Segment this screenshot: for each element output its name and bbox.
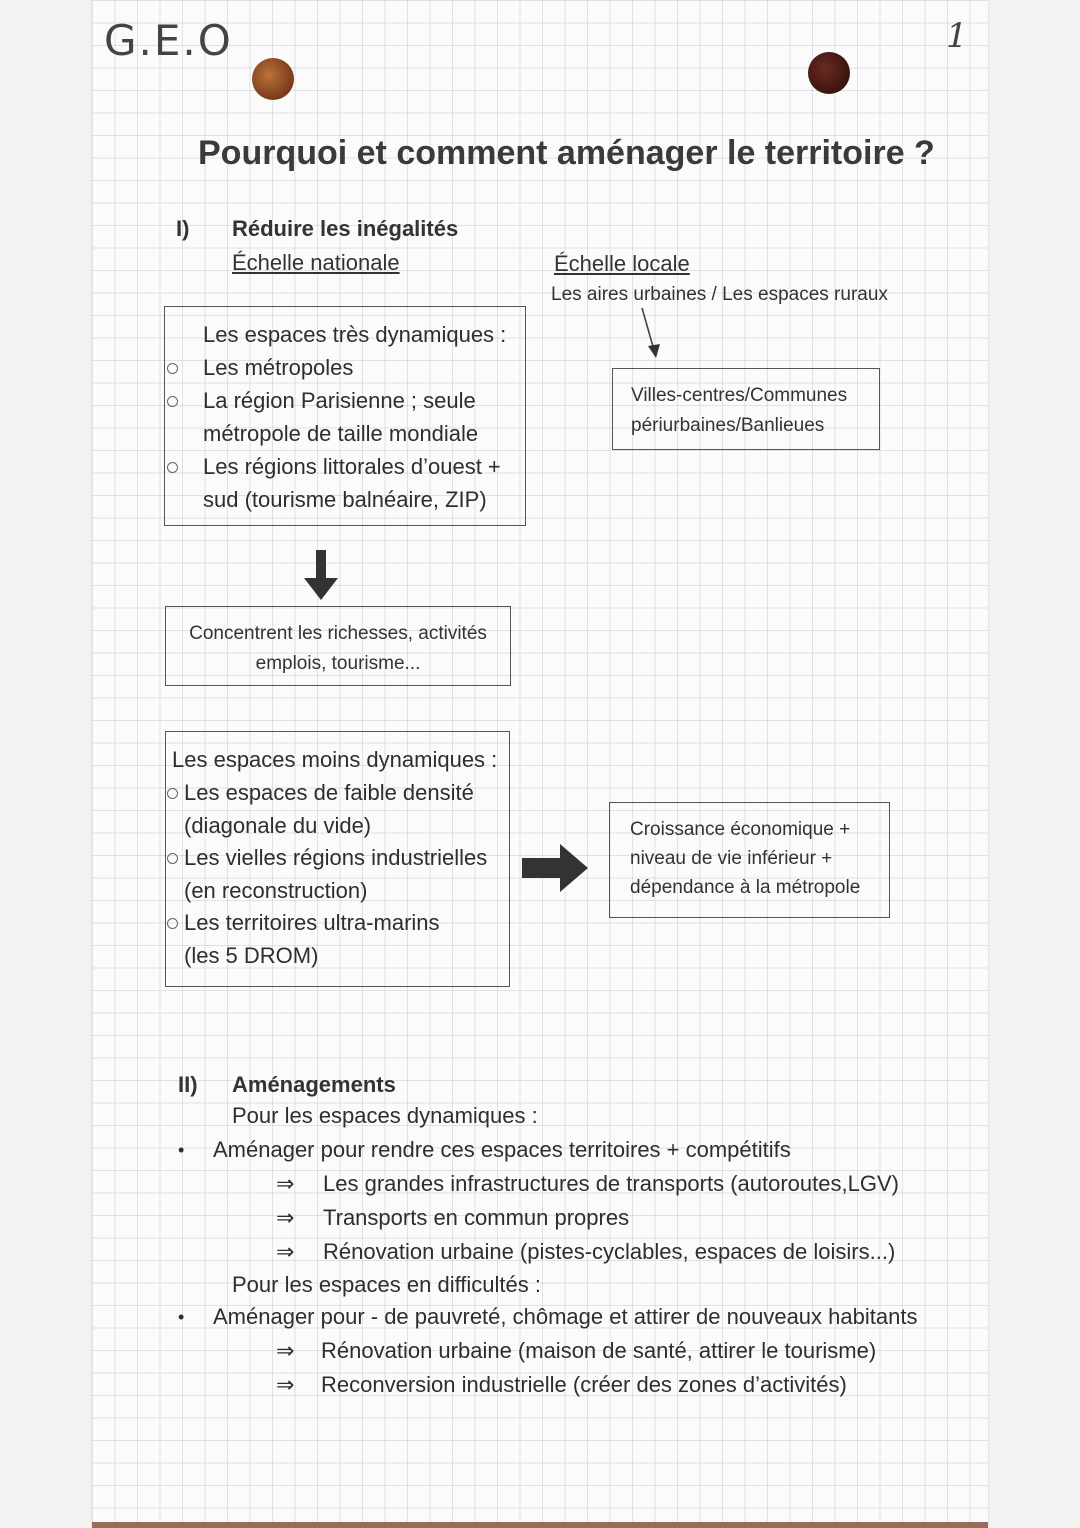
less-dynamic-item-2-line-1: Les vielles régions industrielles: [184, 845, 488, 870]
local-box-line-2: périurbaines/Banlieues: [631, 415, 825, 436]
section-2-number: II): [178, 1072, 198, 1097]
less-dynamic-item-1-line-2: (diagonale du vide): [184, 813, 372, 838]
local-scale-note: Les aires urbaines / Les espaces ruraux: [551, 284, 888, 305]
result-line-1: Croissance économique +: [630, 819, 851, 840]
less-dynamic-item-3-line-1: Les territoires ultra-marins: [184, 910, 440, 935]
less-dynamic-heading: Les espaces moins dynamiques :: [172, 747, 498, 772]
local-scale-box: [612, 368, 880, 450]
right-arrow-icon: [520, 842, 590, 894]
result-box: [609, 802, 890, 918]
double-arrow-icon: ⇒: [276, 1171, 295, 1196]
section-2-title: Aménagements: [232, 1072, 396, 1097]
page-edge: [92, 1522, 988, 1528]
dynamic-item-2-line-2: métropole de taille mondiale: [203, 421, 479, 446]
bullet-1-text: Aménager pour rendre ces espaces territoires + compétitifs: [213, 1137, 791, 1162]
double-arrow-icon: ⇒: [276, 1239, 295, 1264]
local-box-line-1: Villes-centres/Communes: [631, 385, 848, 406]
result-line-2: niveau de vie inférieur +: [630, 848, 833, 869]
concentrate-line-1: Concentrent les richesses, activités: [189, 623, 487, 644]
less-dynamic-item-3-line-2: (les 5 DROM): [184, 943, 319, 968]
bullet-1-item-3: Rénovation urbaine (pistes-cyclables, espaces de loisirs...): [323, 1239, 896, 1264]
section-1-number: I): [176, 216, 190, 241]
bullet-icon: •: [178, 1307, 185, 1327]
dynamic-spaces-label: Pour les espaces dynamiques :: [232, 1103, 538, 1128]
double-arrow-icon: ⇒: [276, 1372, 295, 1397]
dynamic-item-2-line-1: La région Parisienne ; seule: [203, 388, 476, 413]
difficult-spaces-label: Pour les espaces en difficultés :: [232, 1272, 541, 1297]
punch-hole-right: [808, 52, 850, 94]
thin-arrow-icon: [636, 306, 670, 362]
section-1-title: Réduire les inégalités: [232, 216, 459, 241]
result-line-3: dépendance à la métropole: [630, 877, 861, 898]
concentrate-box: [165, 606, 511, 686]
circle-bullet-icon: [167, 853, 178, 864]
bullet-2-item-2: Reconversion industrielle (créer des zones d’activités): [321, 1372, 847, 1397]
circle-bullet-icon: [167, 462, 178, 473]
circle-bullet-icon: [167, 918, 178, 929]
down-arrow-icon: [302, 548, 340, 602]
concentrate-line-2: emplois, tourisme...: [255, 653, 421, 674]
circle-bullet-icon: [167, 363, 178, 374]
punch-hole-left: [252, 58, 294, 100]
page-title: Pourquoi et comment aménager le territoire ?: [198, 134, 935, 172]
page-number: 1: [946, 16, 968, 56]
double-arrow-icon: ⇒: [276, 1205, 295, 1230]
dynamic-item-3-line-2: sud (tourisme balnéaire, ZIP): [203, 487, 487, 512]
bullet-1-item-1: Les grandes infrastructures de transports (autoroutes,LGV): [323, 1171, 899, 1196]
dynamic-item-1: Les métropoles: [203, 355, 354, 380]
circle-bullet-icon: [167, 788, 178, 799]
local-scale-heading: Échelle locale: [554, 251, 690, 276]
bullet-2-text: Aménager pour - de pauvreté, chômage et attirer de nouveaux habitants: [213, 1304, 918, 1329]
bullet-1-item-2: Transports en commun propres: [323, 1205, 630, 1230]
bullet-icon: •: [178, 1140, 185, 1160]
dynamic-box-heading: Les espaces très dynamiques :: [203, 322, 507, 347]
subject-label: G.E.O: [104, 16, 233, 65]
double-arrow-icon: ⇒: [276, 1338, 295, 1363]
national-scale-heading: Échelle nationale: [232, 250, 400, 275]
dynamic-item-3-line-1: Les régions littorales d’ouest +: [203, 454, 501, 479]
circle-bullet-icon: [167, 396, 178, 407]
bullet-2-item-1: Rénovation urbaine (maison de santé, attirer le tourisme): [321, 1338, 877, 1363]
less-dynamic-item-1-line-1: Les espaces de faible densité: [184, 780, 474, 805]
less-dynamic-item-2-line-2: (en reconstruction): [184, 878, 368, 903]
